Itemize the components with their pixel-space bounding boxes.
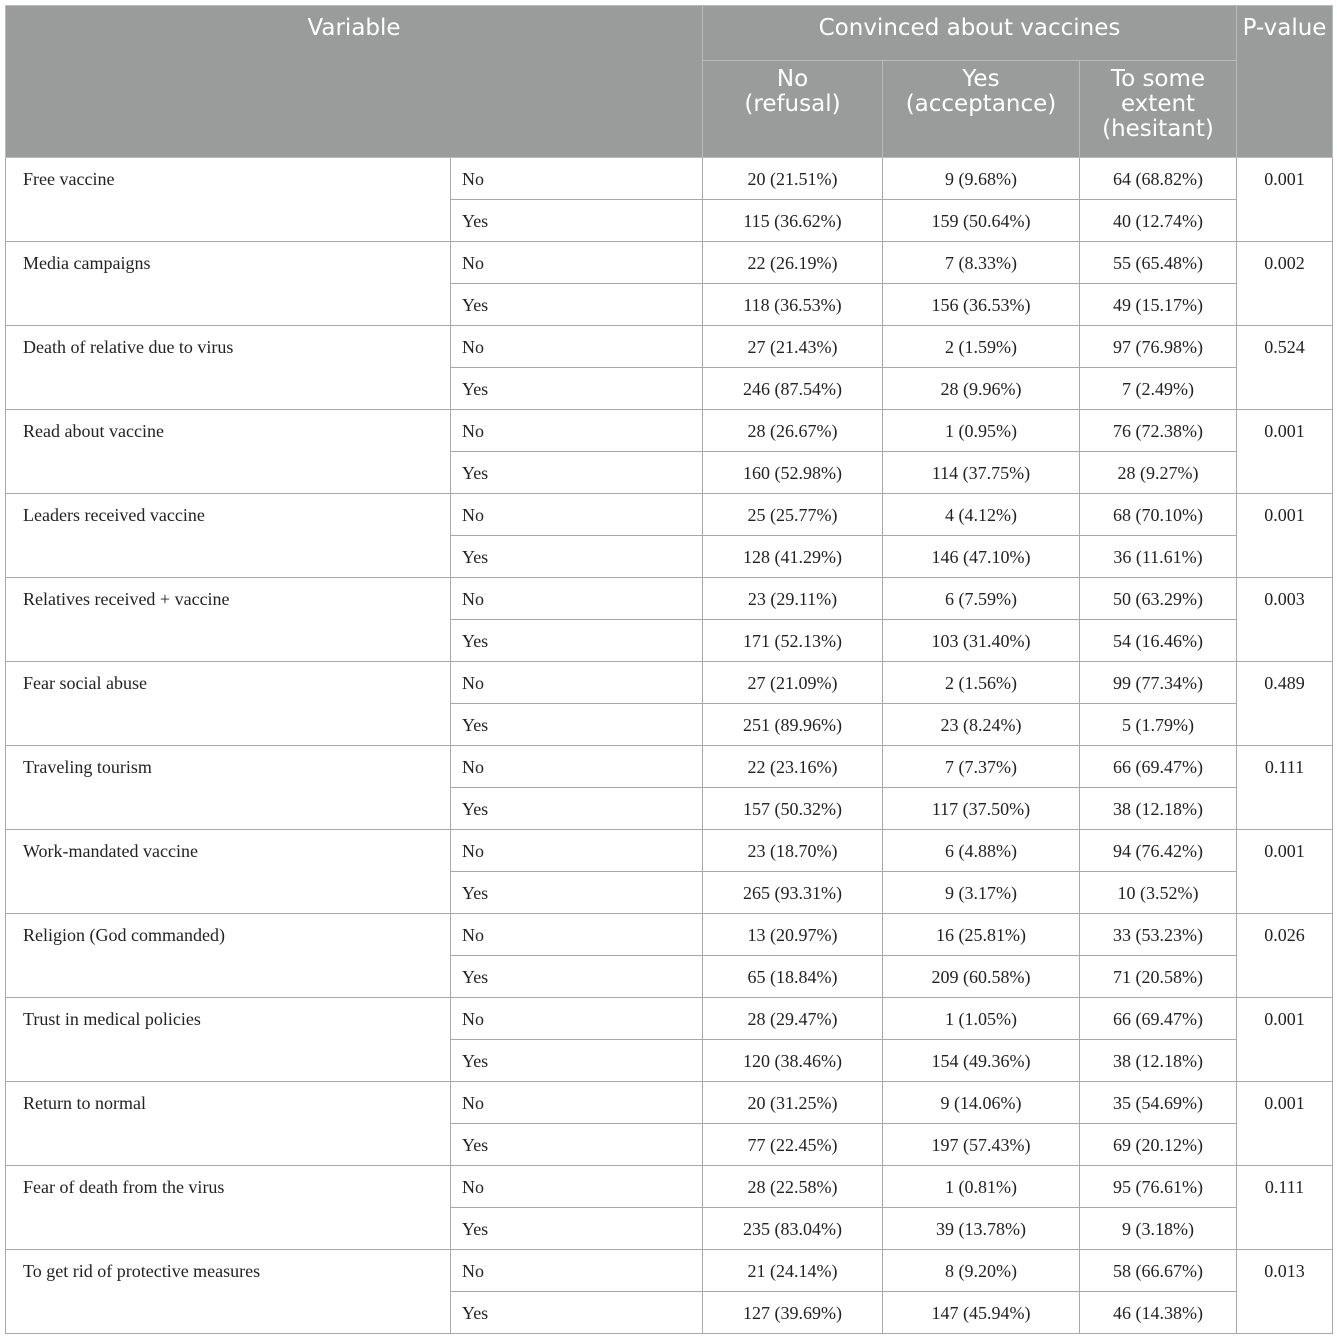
category-cell: Yes: [451, 536, 703, 578]
refusal-cell: 27 (21.43%): [703, 326, 883, 368]
category-cell: No: [451, 578, 703, 620]
table-row: [6, 1166, 1333, 1208]
p-value-cell: 0.001: [1237, 998, 1333, 1082]
table-row: [6, 326, 1333, 368]
variable-cell: Death of relative due to virus: [6, 326, 451, 410]
variable-cell: Trust in medical policies: [6, 998, 451, 1082]
acceptance-cell: 146 (47.10%): [883, 536, 1080, 578]
p-value-cell: 0.489: [1237, 662, 1333, 746]
refusal-cell: 128 (41.29%): [703, 536, 883, 578]
variable-cell: Read about vaccine: [6, 410, 451, 494]
hesitant-cell: 71 (20.58%): [1080, 956, 1237, 998]
category-cell: Yes: [451, 452, 703, 494]
refusal-cell: 251 (89.96%): [703, 704, 883, 746]
category-cell: No: [451, 914, 703, 956]
hesitant-cell: 33 (53.23%): [1080, 914, 1237, 956]
hesitant-cell: 54 (16.46%): [1080, 620, 1237, 662]
refusal-cell: 20 (31.25%): [703, 1082, 883, 1124]
variable-cell: To get rid of protective measures: [6, 1250, 451, 1334]
category-cell: Yes: [451, 620, 703, 662]
category-cell: No: [451, 830, 703, 872]
refusal-cell: 115 (36.62%): [703, 200, 883, 242]
acceptance-cell: 39 (13.78%): [883, 1208, 1080, 1250]
vaccine-table: [5, 5, 1333, 1334]
category-cell: Yes: [451, 284, 703, 326]
hesitant-cell: 9 (3.18%): [1080, 1208, 1237, 1250]
category-cell: No: [451, 662, 703, 704]
hesitant-cell: 50 (63.29%): [1080, 578, 1237, 620]
hesitant-cell: 5 (1.79%): [1080, 704, 1237, 746]
refusal-cell: 235 (83.04%): [703, 1208, 883, 1250]
refusal-cell: 27 (21.09%): [703, 662, 883, 704]
p-value-cell: 0.524: [1237, 326, 1333, 410]
refusal-cell: 13 (20.97%): [703, 914, 883, 956]
category-cell: No: [451, 1250, 703, 1292]
hesitant-cell: 40 (12.74%): [1080, 200, 1237, 242]
variable-cell: Fear of death from the virus: [6, 1166, 451, 1250]
variable-cell: Free vaccine: [6, 158, 451, 242]
variable-cell: Media campaigns: [6, 242, 451, 326]
category-cell: No: [451, 998, 703, 1040]
acceptance-cell: 147 (45.94%): [883, 1292, 1080, 1334]
variable-cell: Leaders received vaccine: [6, 494, 451, 578]
p-value-cell: 0.001: [1237, 410, 1333, 494]
header-variable: Variable: [6, 6, 703, 158]
variable-cell: Religion (God commanded): [6, 914, 451, 998]
acceptance-cell: 156 (36.53%): [883, 284, 1080, 326]
p-value-cell: 0.111: [1237, 1166, 1333, 1250]
table-row: [6, 1250, 1333, 1292]
acceptance-cell: 159 (50.64%): [883, 200, 1080, 242]
table-body: [6, 158, 1333, 1334]
category-cell: Yes: [451, 1208, 703, 1250]
header-acceptance: Yes (acceptance): [883, 61, 1080, 158]
hesitant-cell: 49 (15.17%): [1080, 284, 1237, 326]
p-value-cell: 0.001: [1237, 830, 1333, 914]
hesitant-cell: 99 (77.34%): [1080, 662, 1237, 704]
p-value-cell: 0.001: [1237, 158, 1333, 242]
acceptance-cell: 6 (7.59%): [883, 578, 1080, 620]
category-cell: No: [451, 158, 703, 200]
hesitant-cell: 68 (70.10%): [1080, 494, 1237, 536]
table-row: [6, 998, 1333, 1040]
refusal-cell: 265 (93.31%): [703, 872, 883, 914]
acceptance-cell: 1 (1.05%): [883, 998, 1080, 1040]
table-row: [6, 158, 1333, 200]
category-cell: No: [451, 1166, 703, 1208]
refusal-cell: 22 (23.16%): [703, 746, 883, 788]
hesitant-cell: 66 (69.47%): [1080, 998, 1237, 1040]
acceptance-cell: 114 (37.75%): [883, 452, 1080, 494]
acceptance-cell: 4 (4.12%): [883, 494, 1080, 536]
p-value-cell: 0.001: [1237, 494, 1333, 578]
hesitant-cell: 76 (72.38%): [1080, 410, 1237, 452]
refusal-cell: 22 (26.19%): [703, 242, 883, 284]
hesitant-cell: 36 (11.61%): [1080, 536, 1237, 578]
table-row: [6, 494, 1333, 536]
table-row: [6, 746, 1333, 788]
header-refusal: No (refusal): [703, 61, 883, 158]
hesitant-cell: 58 (66.67%): [1080, 1250, 1237, 1292]
table-row: [6, 914, 1333, 956]
variable-cell: Return to normal: [6, 1082, 451, 1166]
table-row: [6, 242, 1333, 284]
header-p-value: P-value: [1237, 6, 1333, 158]
hesitant-cell: 10 (3.52%): [1080, 872, 1237, 914]
hesitant-cell: 94 (76.42%): [1080, 830, 1237, 872]
acceptance-cell: 209 (60.58%): [883, 956, 1080, 998]
acceptance-cell: 154 (49.36%): [883, 1040, 1080, 1082]
category-cell: Yes: [451, 368, 703, 410]
acceptance-cell: 7 (7.37%): [883, 746, 1080, 788]
refusal-cell: 246 (87.54%): [703, 368, 883, 410]
category-cell: Yes: [451, 788, 703, 830]
refusal-cell: 157 (50.32%): [703, 788, 883, 830]
acceptance-cell: 197 (57.43%): [883, 1124, 1080, 1166]
acceptance-cell: 2 (1.59%): [883, 326, 1080, 368]
hesitant-cell: 95 (76.61%): [1080, 1166, 1237, 1208]
refusal-cell: 25 (25.77%): [703, 494, 883, 536]
acceptance-cell: 6 (4.88%): [883, 830, 1080, 872]
refusal-cell: 77 (22.45%): [703, 1124, 883, 1166]
acceptance-cell: 117 (37.50%): [883, 788, 1080, 830]
table-header: [6, 6, 1333, 158]
variable-cell: Work-mandated vaccine: [6, 830, 451, 914]
hesitant-cell: 7 (2.49%): [1080, 368, 1237, 410]
acceptance-cell: 16 (25.81%): [883, 914, 1080, 956]
acceptance-cell: 9 (9.68%): [883, 158, 1080, 200]
header-group: Convinced about vaccines: [703, 6, 1237, 61]
acceptance-cell: 9 (14.06%): [883, 1082, 1080, 1124]
hesitant-cell: 97 (76.98%): [1080, 326, 1237, 368]
p-value-cell: 0.111: [1237, 746, 1333, 830]
acceptance-cell: 28 (9.96%): [883, 368, 1080, 410]
acceptance-cell: 1 (0.81%): [883, 1166, 1080, 1208]
p-value-cell: 0.001: [1237, 1082, 1333, 1166]
category-cell: No: [451, 410, 703, 452]
category-cell: Yes: [451, 1040, 703, 1082]
category-cell: Yes: [451, 704, 703, 746]
acceptance-cell: 103 (31.40%): [883, 620, 1080, 662]
hesitant-cell: 69 (20.12%): [1080, 1124, 1237, 1166]
category-cell: Yes: [451, 872, 703, 914]
p-value-cell: 0.026: [1237, 914, 1333, 998]
hesitant-cell: 46 (14.38%): [1080, 1292, 1237, 1334]
p-value-cell: 0.003: [1237, 578, 1333, 662]
acceptance-cell: 2 (1.56%): [883, 662, 1080, 704]
refusal-cell: 65 (18.84%): [703, 956, 883, 998]
acceptance-cell: 1 (0.95%): [883, 410, 1080, 452]
refusal-cell: 127 (39.69%): [703, 1292, 883, 1334]
refusal-cell: 28 (22.58%): [703, 1166, 883, 1208]
category-cell: No: [451, 1082, 703, 1124]
table-row: [6, 578, 1333, 620]
refusal-cell: 28 (26.67%): [703, 410, 883, 452]
hesitant-cell: 28 (9.27%): [1080, 452, 1237, 494]
acceptance-cell: 8 (9.20%): [883, 1250, 1080, 1292]
hesitant-cell: 38 (12.18%): [1080, 1040, 1237, 1082]
table-row: [6, 662, 1333, 704]
acceptance-cell: 9 (3.17%): [883, 872, 1080, 914]
category-cell: No: [451, 746, 703, 788]
category-cell: Yes: [451, 1124, 703, 1166]
category-cell: No: [451, 242, 703, 284]
p-value-cell: 0.013: [1237, 1250, 1333, 1334]
header-hesitant: To some extent (hesitant): [1080, 61, 1237, 158]
refusal-cell: 23 (29.11%): [703, 578, 883, 620]
refusal-cell: 20 (21.51%): [703, 158, 883, 200]
p-value-cell: 0.002: [1237, 242, 1333, 326]
refusal-cell: 23 (18.70%): [703, 830, 883, 872]
table-row: [6, 1082, 1333, 1124]
refusal-cell: 171 (52.13%): [703, 620, 883, 662]
hesitant-cell: 66 (69.47%): [1080, 746, 1237, 788]
acceptance-cell: 23 (8.24%): [883, 704, 1080, 746]
category-cell: No: [451, 326, 703, 368]
refusal-cell: 160 (52.98%): [703, 452, 883, 494]
table-row: [6, 830, 1333, 872]
category-cell: Yes: [451, 956, 703, 998]
variable-cell: Fear social abuse: [6, 662, 451, 746]
category-cell: Yes: [451, 1292, 703, 1334]
refusal-cell: 21 (24.14%): [703, 1250, 883, 1292]
refusal-cell: 118 (36.53%): [703, 284, 883, 326]
hesitant-cell: 35 (54.69%): [1080, 1082, 1237, 1124]
category-cell: No: [451, 494, 703, 536]
hesitant-cell: 64 (68.82%): [1080, 158, 1237, 200]
hesitant-cell: 55 (65.48%): [1080, 242, 1237, 284]
variable-cell: Traveling tourism: [6, 746, 451, 830]
table-row: [6, 410, 1333, 452]
category-cell: Yes: [451, 200, 703, 242]
variable-cell: Relatives received + vaccine: [6, 578, 451, 662]
refusal-cell: 120 (38.46%): [703, 1040, 883, 1082]
hesitant-cell: 38 (12.18%): [1080, 788, 1237, 830]
refusal-cell: 28 (29.47%): [703, 998, 883, 1040]
acceptance-cell: 7 (8.33%): [883, 242, 1080, 284]
